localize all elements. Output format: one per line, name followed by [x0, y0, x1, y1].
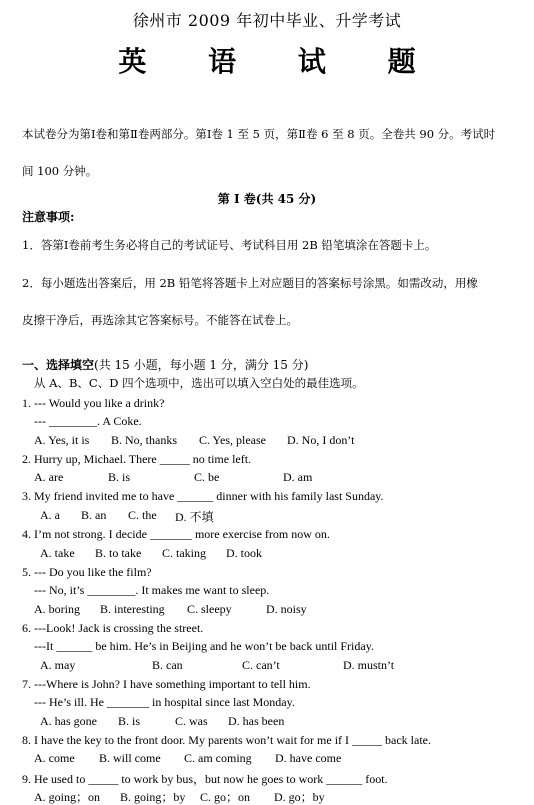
- option-c: C. Yes, please: [199, 433, 267, 447]
- option-d: D. go；by: [274, 790, 325, 804]
- option-a: A. Yes, it is: [34, 433, 90, 447]
- option-a: A. are: [34, 470, 64, 484]
- exam-subject-title: 英 语 试 题: [118, 45, 442, 78]
- option-d: D. have come: [275, 751, 342, 765]
- option-d: D. am: [283, 470, 313, 484]
- option-c: C. taking: [162, 546, 206, 560]
- option-d: D. noisy: [266, 602, 307, 616]
- option-c: C. was: [175, 714, 208, 728]
- option-a: A. going；on: [34, 790, 101, 804]
- option-d: D. took: [226, 546, 262, 560]
- question-5-reply: --- No, it’s ________. It makes me want to sleep.: [34, 583, 270, 597]
- option-a: A. come: [34, 751, 75, 765]
- question-7-reply: --- He’s ill. He _______ in hospital since last Monday.: [34, 695, 295, 709]
- option-b: B. can: [152, 658, 183, 672]
- notes-item-1: 1．答第Ⅰ卷前考生务必将自己的考试证号、考试科目用 2B 铅笔填涂在答题卡上。: [22, 238, 437, 252]
- question-4-stem: 4. I’m not strong. I decide _______ more exercise from now on.: [22, 527, 330, 541]
- option-a: A. boring: [34, 602, 80, 616]
- question-8-stem: 8. I have the key to the front door. My parents won’t wait for me if I _____ back late.: [22, 733, 432, 747]
- option-d: D. 不填: [175, 510, 214, 524]
- option-a: A. may: [40, 658, 76, 672]
- part1-heading-rest: (共 15 小题，每小题 1 分，满分 15 分): [94, 358, 309, 372]
- part1-instruction: 从 A、B、C、D 四个选项中，选出可以填入空白处的最佳选项。: [34, 376, 364, 390]
- option-c: C. am coming: [184, 751, 252, 765]
- option-b: B. interesting: [100, 602, 165, 616]
- option-c: C. sleepy: [187, 602, 232, 616]
- option-c: C. go；on: [200, 790, 251, 804]
- question-6-stem: 6. ---Look! Jack is crossing the street.: [22, 621, 204, 635]
- question-9-stem: 9. He used to _____ to work by bus，but now he goes to work ______ foot.: [22, 772, 388, 786]
- question-1-reply: --- ________. A Coke.: [34, 414, 142, 428]
- option-c: C. the: [128, 508, 157, 522]
- option-b: B. going；by: [120, 790, 186, 804]
- option-b: B. is: [108, 470, 131, 484]
- option-a: A. has gone: [40, 714, 97, 728]
- intro-line-2: 间 100 分钟。: [22, 164, 98, 178]
- option-b: B. to take: [95, 546, 142, 560]
- option-b: B. No, thanks: [111, 433, 177, 447]
- option-b: B. will come: [99, 751, 161, 765]
- option-c: C. can’t: [242, 658, 280, 672]
- option-b: B. an: [81, 508, 107, 522]
- question-5-stem: 5. --- Do you like the film?: [22, 565, 152, 579]
- section-title: 第 Ⅰ 卷(共 45 分): [217, 192, 317, 206]
- notes-item-2-line-2: 皮擦干净后，再选涂其它答案标号。不能答在试卷上。: [22, 313, 298, 327]
- notes-item-2-line-1: 2．每小题选出答案后，用 2B 铅笔将答题卡上对应题目的答案标号涂黑。如需改动，用橡: [22, 276, 478, 290]
- option-d: D. has been: [228, 714, 285, 728]
- option-a: A. a: [40, 508, 60, 522]
- question-6-reply: ---It ______ be him. He’s in Beijing and he won’t be back until Friday.: [34, 639, 374, 653]
- part1-heading-bold: 一、选择填空: [22, 358, 95, 372]
- option-d: D. mustn’t: [343, 658, 395, 672]
- exam-header-title: 徐州市 2009 年初中毕业、升学考试: [132, 11, 402, 30]
- option-d: D. No, I don’t: [287, 433, 355, 447]
- option-c: C. be: [194, 470, 220, 484]
- option-a: A. take: [40, 546, 75, 560]
- question-1-stem: 1. --- Would you like a drink?: [22, 396, 165, 410]
- notes-title: 注意事项:: [22, 210, 75, 224]
- part1-heading: [22, 356, 308, 373]
- question-2-stem: 2. Hurry up, Michael. There _____ no time left.: [22, 452, 252, 466]
- option-b: B. is: [118, 714, 141, 728]
- question-7-stem: 7. ---Where is John? I have something important to tell him.: [22, 677, 311, 691]
- question-3-stem: 3. My friend invited me to have ______ dinner with his family last Sunday.: [22, 489, 384, 503]
- intro-line-1: 本试卷分为第Ⅰ卷和第Ⅱ卷两部分。第Ⅰ卷 1 至 5 页，第Ⅱ卷 6 至 8 页。全卷共 90 分。考试时: [22, 127, 496, 141]
